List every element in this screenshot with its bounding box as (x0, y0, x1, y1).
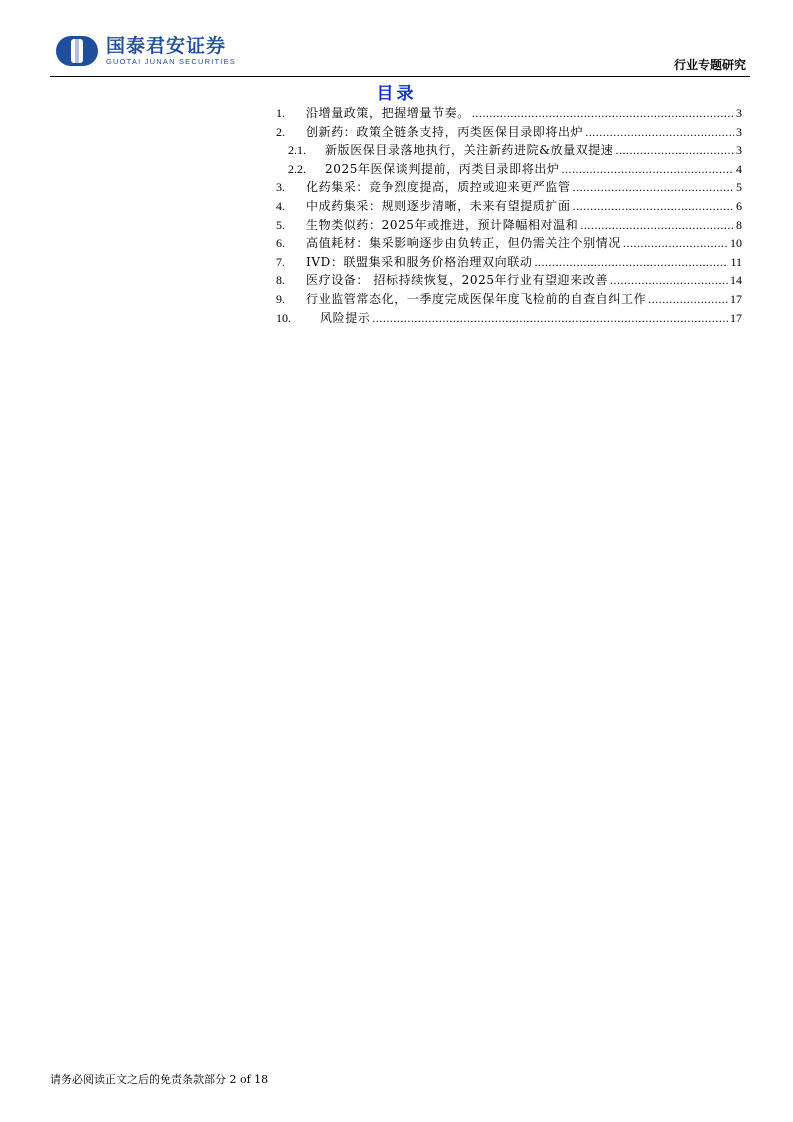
toc-entry[interactable] (276, 197, 742, 216)
logo-icon (54, 34, 100, 68)
toc-dot-leader (648, 292, 728, 307)
toc-entry-page: 17 (730, 291, 742, 306)
toc-entry-number: 2.1. (288, 143, 306, 158)
toc-dot-leader (534, 255, 728, 270)
brand-logo (54, 34, 236, 68)
toc-entry-page: 11 (730, 254, 742, 269)
toc-dot-leader (573, 199, 734, 214)
toc-entry-page: 5 (736, 180, 742, 195)
toc-entry[interactable] (276, 234, 742, 253)
toc-entry-page: 10 (730, 236, 742, 251)
toc-entry-label: 沿增量政策，把握增量节奏。 (306, 106, 470, 120)
toc-entry-label: 行业监管常态化，一季度完成医保年度飞检前的自查自纠工作 (306, 291, 647, 306)
toc-entry-number: 4. (276, 198, 285, 213)
toc-title: 目录 (376, 84, 417, 104)
report-type-label: 行业专题研究 (673, 58, 746, 72)
toc-entry-label: 新版医保目录落地执行，关注新药进院&放量双提速 (325, 143, 614, 158)
toc-entry[interactable] (276, 178, 742, 197)
toc-entry-number: 2.2. (288, 161, 306, 176)
toc-entry[interactable] (276, 253, 742, 272)
toc-entry[interactable] (276, 216, 742, 235)
toc-entry-label: 化药集采：竞争烈度提高，质控或迎来更严监管 (306, 180, 571, 195)
toc-entry-label: 生物类似药：2025年或推进，预计降幅相对温和 (306, 217, 579, 232)
toc-entry[interactable] (276, 104, 742, 123)
toc-entry-number: 9. (276, 291, 285, 306)
toc-dot-leader (472, 106, 734, 121)
toc-entry-page: 4 (736, 161, 742, 176)
toc-entry-page: 3 (736, 124, 742, 139)
toc-entry-number: 10. (276, 310, 291, 325)
toc-dot-leader (610, 273, 728, 288)
toc-entry-label: 高值耗材：集采影响逐步由负转正，但仍需关注个别情况 (306, 236, 622, 251)
toc-dot-leader (623, 236, 728, 251)
toc-dot-leader (372, 311, 728, 326)
toc-entry-number: 6. (276, 236, 285, 251)
toc-dot-leader (573, 180, 734, 195)
page-header (50, 30, 750, 77)
toc-entry-number: 2. (276, 124, 285, 139)
toc-entry-page: 8 (736, 217, 742, 232)
toc-entry[interactable] (276, 160, 742, 179)
toc-dot-leader (585, 125, 734, 140)
toc-dot-leader (615, 143, 734, 158)
toc-entry-label: 2025年医保谈判提前，丙类目录即将出炉 (325, 161, 560, 176)
page-footer: 请务必阅读正文之后的免责条款部分 2 of 18 (50, 1073, 269, 1086)
toc-entry-page: 3 (736, 106, 742, 120)
toc-entry-page: 6 (736, 198, 742, 213)
table-of-contents (276, 104, 742, 327)
toc-entry-label: 中成药集采：规则逐步清晰，未来有望提质扩面 (306, 198, 571, 213)
toc-entry[interactable] (276, 290, 742, 309)
toc-entry-number: 3. (276, 180, 285, 195)
toc-entry-page: 3 (736, 143, 742, 158)
toc-entry-number: 7. (276, 254, 285, 269)
toc-entry-label: 医疗设备： 招标持续恢复，2025年行业有望迎来改善 (306, 273, 608, 288)
toc-dot-leader (580, 218, 734, 233)
toc-entry-label: 创新药：政策全链条支持，丙类医保目录即将出炉 (306, 124, 584, 139)
toc-entry-number: 8. (276, 273, 285, 288)
toc-entry[interactable] (276, 123, 742, 142)
toc-entry[interactable] (276, 141, 742, 160)
toc-entry-page: 17 (730, 310, 742, 325)
toc-entry-number: 1. (276, 106, 285, 120)
toc-entry-label: IVD：联盟集采和服务价格治理双向联动 (306, 254, 533, 269)
brand-name-en: GUOTAI JUNAN SECURITIES (106, 56, 236, 66)
brand-name-cn: 国泰君安证券 (106, 34, 227, 57)
toc-entry[interactable] (276, 309, 742, 328)
toc-entry-page: 14 (730, 273, 742, 288)
toc-entry[interactable] (276, 271, 742, 290)
toc-entry-number: 5. (276, 217, 285, 232)
toc-entry-label: 风险提示 (320, 310, 371, 325)
toc-dot-leader (562, 162, 734, 177)
